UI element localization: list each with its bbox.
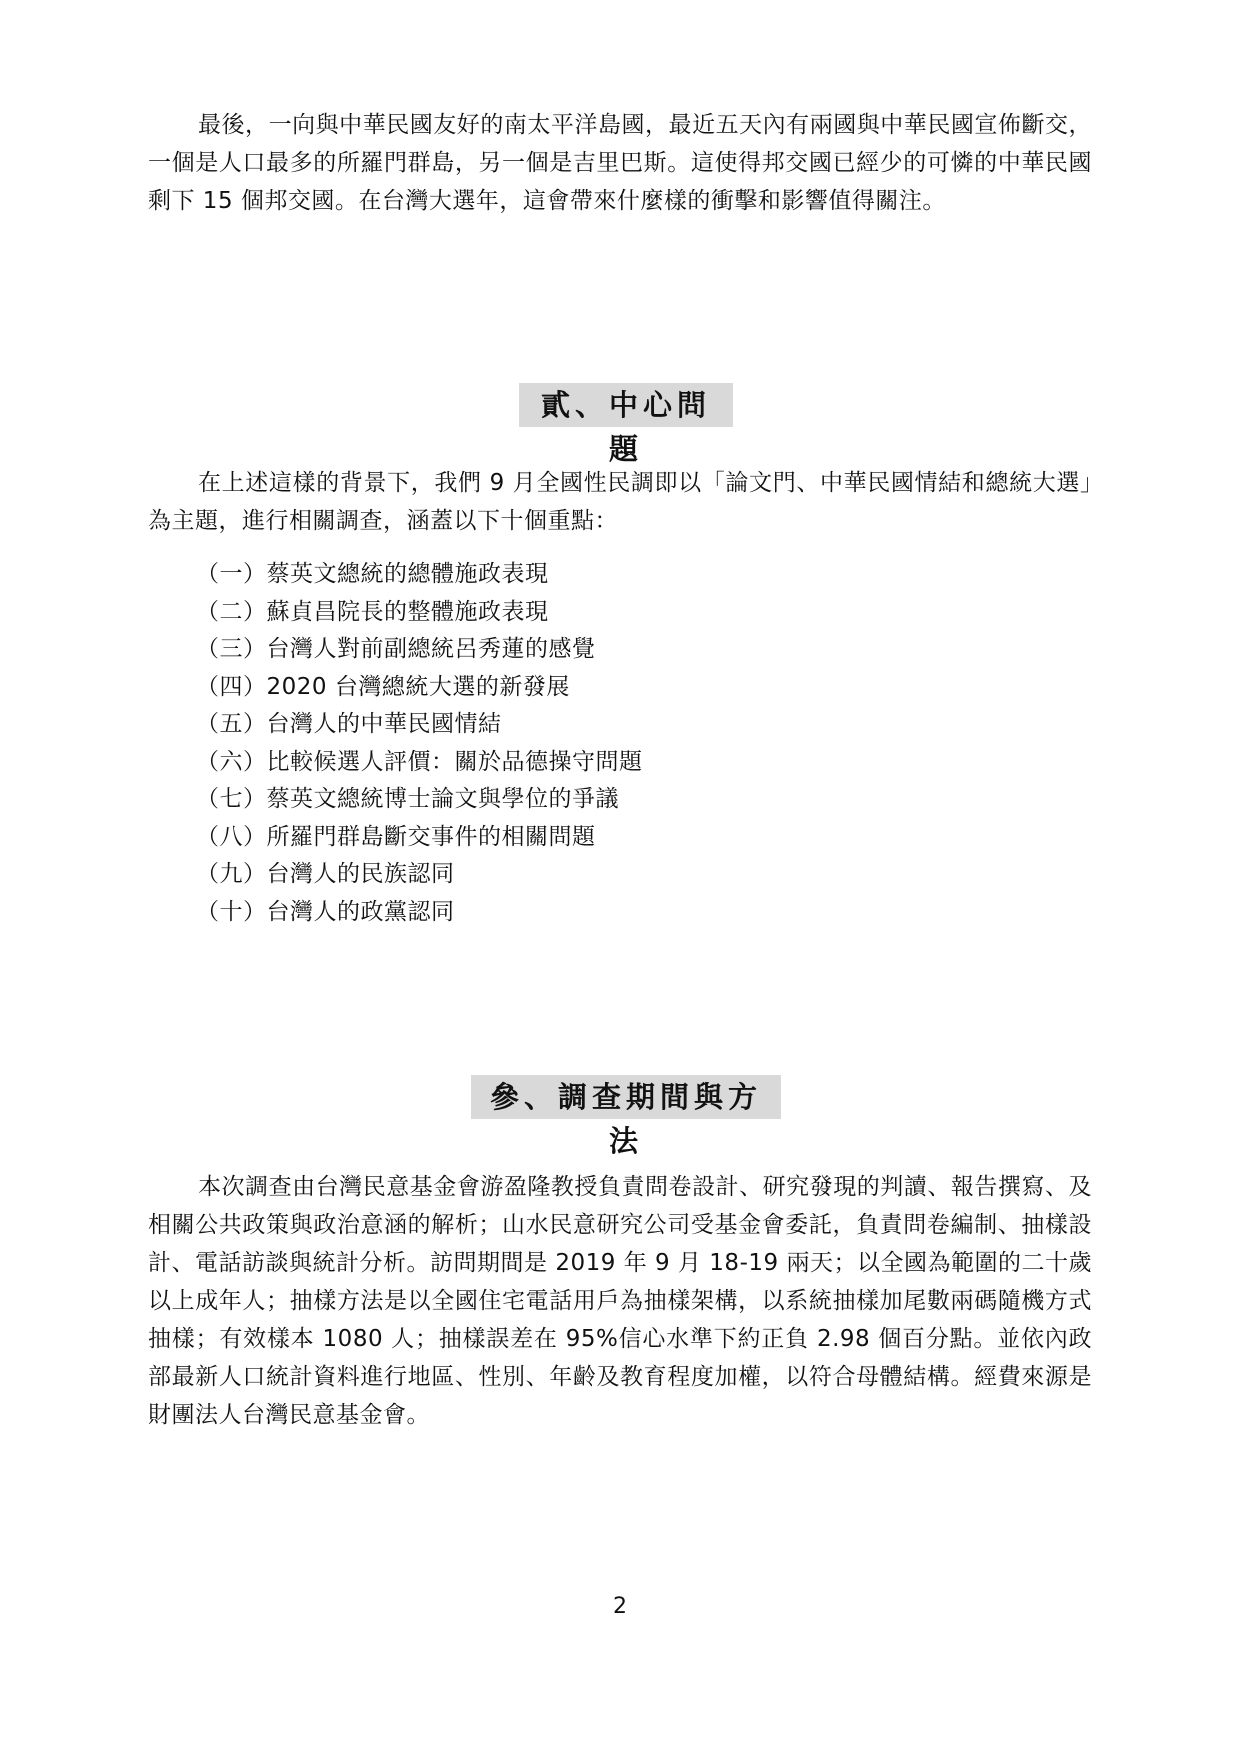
survey-method-paragraph: 本次調查由台灣民意基金會游盈隆教授負責問卷設計、研究發現的判讀、報告撰寫、及相關公共政策與政治意涵的解析；山水民意研究公司受基金會委託，負責問卷編制、抽樣設計、電話訪談與統計分析。訪問期間是 2019 年 9 月 18-19 兩天；以全國為範圍的二十歲以上成年人；抽樣方法是以全國住宅電話用戶為抽樣架構，以系統抽樣加尾數兩碼隨機方式抽樣；有效樣本 1080 人；抽樣誤差在 95%信心水準下約正負 2.98 個百分點。並依內政部最新人口統計資料進行地區、性別、年齡及教育程度加權，以符合母體結構。經費來源是財團法人台灣民意基金會。: [148, 1174, 1092, 1428]
central-issues-paragraph: 在上述這樣的背景下，我們 9 月全國性民調即以「論文門、中華民國情結和總統大選」為主題，進行相關調查，涵蓋以下十個重點：: [148, 470, 1092, 534]
list-item: （三）台灣人對前副總統呂秀蓮的感覺: [196, 636, 596, 662]
list-item: （六）比較候選人評價：關於品德操守問題: [196, 748, 643, 775]
list-item: （十）台灣人的政黨認同: [196, 898, 455, 925]
list-item: （八）所羅門群島斷交事件的相關問題: [196, 823, 596, 850]
list-item: （四）2020 台灣總統大選的新發展: [196, 673, 570, 700]
section-heading-central-issues: 貳、中心問題: [519, 383, 733, 427]
page-number: 2: [613, 1594, 627, 1619]
list-item: （七）蔡英文總統博士論文與學位的爭議: [196, 786, 619, 812]
list-item: （一）蔡英文總統的總體施政表現: [196, 561, 549, 587]
section-heading-survey-method: 參、調查期間與方法: [471, 1075, 781, 1119]
list-item: （九）台灣人的民族認同: [196, 861, 455, 887]
list-item: （二）蘇貞昌院長的整體施政表現: [196, 598, 549, 625]
intro-paragraph: 最後，一向與中華民國友好的南太平洋島國，最近五天內有兩國與中華民國宣佈斷交，一個是人口最多的所羅門群島，另一個是吉里巴斯。這使得邦交國已經少的可憐的中華民國剩下 15 個邦交國。在台灣大選年，這會帶來什麼樣的衝擊和影響值得關注。: [148, 112, 1092, 214]
list-item: （五）台灣人的中華民國情結: [196, 711, 502, 737]
focus-points-list: [196, 556, 643, 931]
